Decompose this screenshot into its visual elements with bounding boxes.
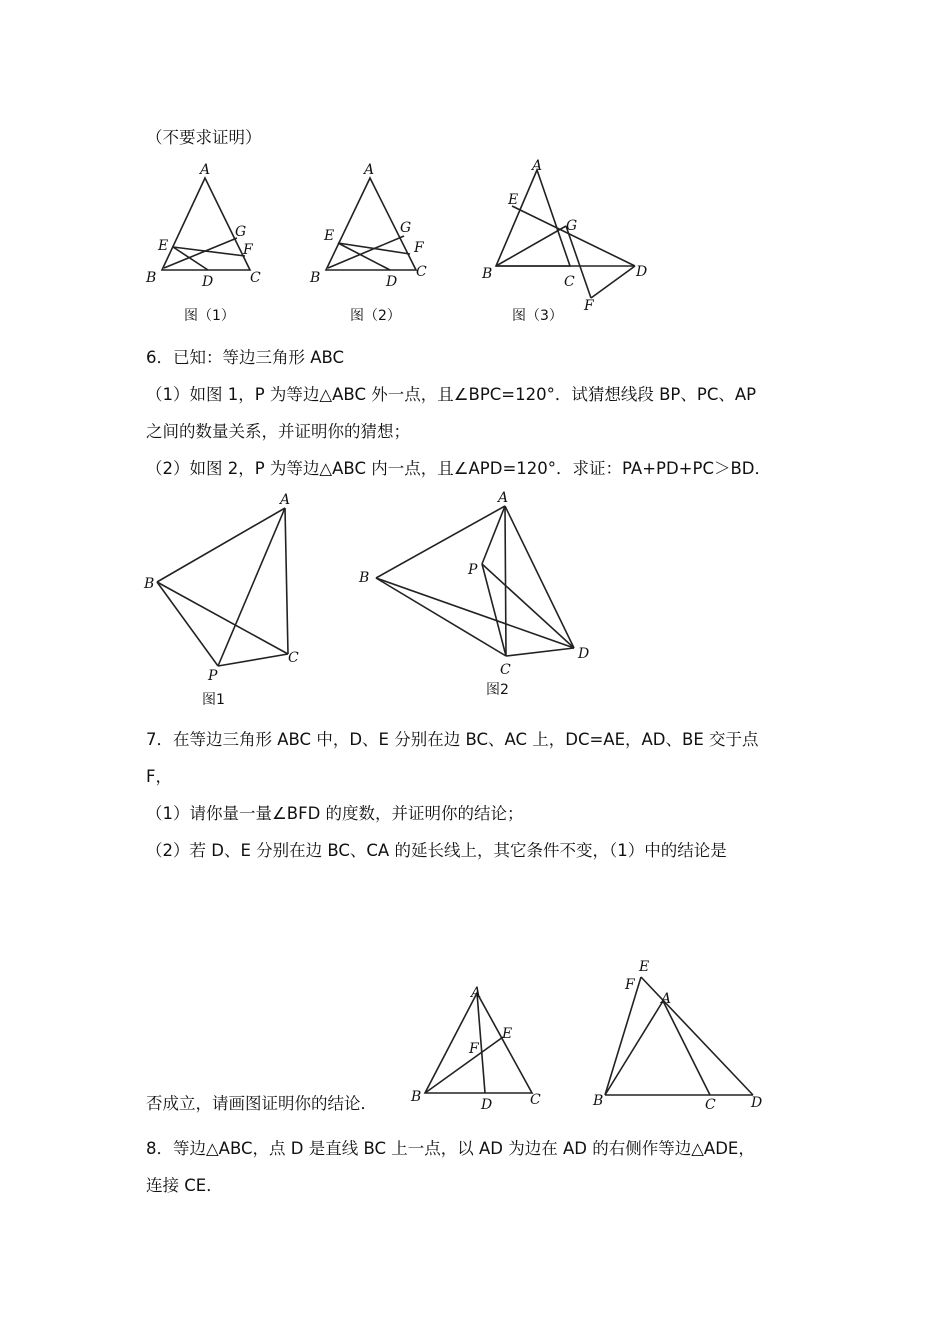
svg-text:F: F: [414, 240, 424, 256]
svg-text:E: E: [324, 228, 335, 244]
svg-text:F: F: [625, 977, 635, 993]
figures-q7: [405, 955, 775, 1115]
q6-part1-line2: 之间的数量关系，并证明你的猜想；: [146, 422, 410, 441]
label-C: C: [250, 270, 261, 286]
svg-text:F: F: [584, 298, 594, 314]
svg-text:E: E: [639, 959, 650, 975]
svg-text:C: C: [288, 650, 299, 666]
svg-text:C: C: [500, 662, 511, 678]
label-D: D: [202, 274, 214, 290]
svg-text:B: B: [310, 270, 321, 286]
q6-figure-1: [143, 492, 299, 708]
label-B: B: [146, 270, 157, 286]
caption-fig-1: 图（1）: [184, 308, 235, 324]
q6-part2: （2）如图 2，P 为等边△ABC 内一点，且∠APD=120°．求证：PA+PD+PC＞BD．: [146, 459, 771, 478]
svg-text:C: C: [705, 1097, 716, 1113]
q7-line1: 7．在等边三角形 ABC 中，D、E 分别在边 BC、AC 上，DC=AE，AD、BE 交于点: [146, 730, 759, 749]
svg-text:B: B: [411, 1089, 422, 1105]
intro-note: （不要求证明）: [146, 128, 262, 147]
svg-text:B: B: [593, 1093, 604, 1109]
label-F: F: [243, 242, 253, 258]
svg-text:A: A: [280, 492, 291, 508]
svg-text:A: A: [532, 158, 543, 174]
svg-text:D: D: [386, 274, 398, 290]
svg-text:C: C: [530, 1092, 541, 1108]
figures-q6: [140, 490, 620, 710]
figure-1-top: [145, 162, 261, 324]
figures-top: [140, 158, 660, 328]
svg-text:P: P: [208, 668, 218, 684]
svg-text:E: E: [508, 192, 519, 208]
svg-text:A: A: [661, 991, 672, 1007]
svg-text:B: B: [482, 266, 493, 282]
svg-text:D: D: [578, 646, 590, 662]
q6-figure-2: [358, 490, 589, 698]
label-A: A: [200, 162, 211, 178]
svg-text:A: A: [364, 162, 375, 178]
svg-text:G: G: [566, 218, 578, 234]
q8-line1: 8．等边△ABC，点 D 是直线 BC 上一点，以 AD 为边在 AD 的右侧作等边△ADE，: [146, 1139, 755, 1158]
svg-text:D: D: [636, 264, 648, 280]
svg-text:B: B: [359, 570, 370, 586]
q7-figure-2: [592, 959, 762, 1113]
q7-part2-line2: 否成立，请画图证明你的结论．: [146, 1094, 377, 1113]
figure-2-top: [309, 162, 427, 324]
svg-text:F: F: [469, 1041, 479, 1057]
caption-fig-2: 图（2）: [350, 308, 401, 324]
q8-line2: 连接 CE．: [146, 1176, 223, 1195]
q6-part1-line1: （1）如图 1，P 为等边△ABC 外一点，且∠BPC=120°．试猜想线段 BP、PC、AP: [146, 385, 757, 404]
caption-fig-3: 图（3）: [512, 308, 563, 324]
q6-title: 6．已知：等边三角形 ABC: [146, 348, 345, 367]
svg-text:C: C: [564, 274, 575, 290]
q7-figure-1: [410, 985, 541, 1113]
label-E: E: [158, 238, 169, 254]
q6-fig2-caption: 图2: [486, 682, 509, 698]
q7-part1: （1）请你量一量∠BFD 的度数，并证明你的结论；: [146, 804, 524, 823]
q7-part2-line1: （2）若 D、E 分别在边 BC、CA 的延长线上，其它条件不变，（1）中的结论是: [146, 841, 727, 860]
svg-text:E: E: [502, 1026, 513, 1042]
svg-text:B: B: [144, 576, 155, 592]
svg-text:D: D: [751, 1095, 763, 1111]
svg-text:C: C: [416, 264, 427, 280]
q7-line2: F，: [146, 767, 172, 786]
svg-text:D: D: [481, 1097, 493, 1113]
svg-text:A: A: [498, 490, 509, 506]
label-G: G: [235, 224, 247, 240]
figure-3-top: [481, 158, 647, 324]
svg-text:G: G: [400, 220, 412, 236]
svg-text:P: P: [468, 562, 478, 578]
q6-fig1-caption: 图1: [202, 692, 225, 708]
svg-text:A: A: [471, 985, 482, 1001]
